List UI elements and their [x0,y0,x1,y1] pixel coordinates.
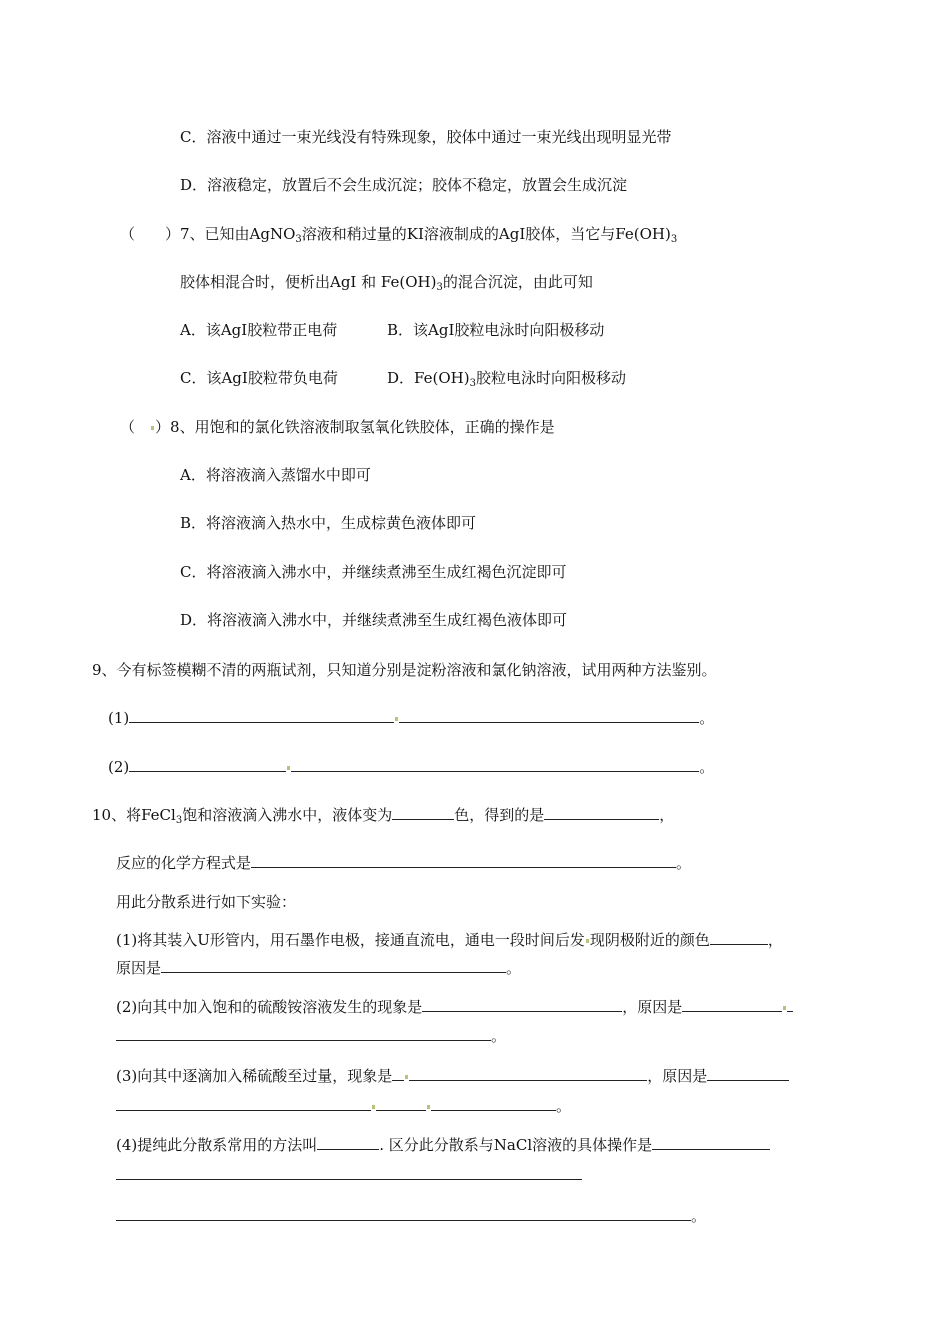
q10-part-3-continued [116,1096,571,1116]
speck-mark [151,426,154,430]
period: 。 [676,854,692,872]
q9-stem: 9、今有标签模糊不清的两瓶试剂，只知道分别是淀粉溶液和氯化钠溶液，试用两种方法鉴别。 [92,661,717,679]
q10-stem-text-a: 10、将FeCl [92,806,176,824]
q10-part-2-continued [116,1026,506,1046]
answer-blank[interactable] [707,1066,789,1081]
q9-answer-2 [108,757,714,777]
answer-blank[interactable] [710,930,768,945]
q9-item-2-label: (2) [108,758,130,776]
q10-equation-label: 反应的化学方程式是 [116,854,252,872]
subscript: 3 [175,815,183,826]
period: 。 [506,959,522,977]
q10-part-2 [116,997,793,1017]
answer-blank[interactable] [392,1066,404,1081]
answer-blank[interactable] [431,1096,556,1111]
subscript: 3 [670,234,678,245]
q7-option-a: A．该AgI胶粒带正电荷 [180,321,338,339]
q7-stem-text-a: 7、已知由AgNO [180,225,296,243]
q10-equation [116,853,691,873]
speck-mark [372,1105,375,1109]
q9-answer-1 [108,708,714,728]
q10-part-1-reason-label: 原因是 [116,959,162,977]
q7-option-b: B．该AgI胶粒电泳时向阳极移动 [387,321,605,339]
q10-part-1 [116,930,783,950]
product-blank[interactable] [544,805,659,820]
period: 。 [556,1097,572,1115]
q10-part-4-continued [116,1165,582,1185]
period: 。 [699,709,715,727]
answer-blank[interactable] [291,757,699,772]
subscript: 3 [469,378,476,389]
answer-blank[interactable] [652,1135,770,1150]
q10-stem-text-b: 饱和溶液滴入沸水中，液体变为 [182,806,393,824]
answer-blank[interactable] [682,997,782,1012]
q10-part-2-text-a: (2)向其中加入饱和的硫酸铵溶液发生的现象是 [116,998,423,1016]
q10-part-4-text-a: (4)提纯此分散系常用的方法叫 [116,1136,318,1154]
answer-paren-close: ） [155,418,171,436]
q10-stem-text-c: 色，得到的是 [454,806,545,824]
q8-option-a: A．将溶液滴入蒸馏水中即可 [180,466,371,484]
answer-blank[interactable] [399,708,699,723]
answer-blank[interactable] [116,1026,491,1041]
q10-part-2-text-b: ，原因是 [622,998,683,1016]
q10-part-4-final [116,1206,706,1226]
q7-option-d-text-a: D．Fe(OH) [387,369,470,387]
q8-option-c: C．将溶液滴入沸水中，并继续煮沸至生成红褐色沉淀即可 [180,563,567,581]
q7-stem [120,224,677,244]
q7-stem2-text-a: 胶体相混合时，便析出AgI 和 Fe(OH) [180,273,437,291]
answer-blank[interactable] [422,997,622,1012]
equation-blank[interactable] [251,853,676,868]
answer-paren: （ ） [120,225,181,243]
speck-mark [783,1006,786,1010]
subscript: 3 [295,234,302,245]
q7-option-c: C．该AgI胶粒带负电荷 [180,369,338,387]
q10-stem-text-d: ， [659,806,675,824]
q7-stem-continued [180,272,593,292]
q7-option-d-text-b: 胶粒电泳时向阳极移动 [475,369,626,387]
q10-part-1-text-b: 现阴极附近的颜色 [589,931,710,949]
answer-blank[interactable] [787,997,793,1012]
answer-blank[interactable] [409,1066,647,1081]
answer-paren-open: （ [120,418,151,436]
answer-blank[interactable] [161,958,506,973]
q10-intro: 用此分散系进行如下实验： [116,893,297,911]
method-blank[interactable] [317,1135,379,1150]
answer-blank[interactable] [376,1096,426,1111]
q8-stem [120,417,555,437]
q8-stem-text: 8、用饱和的氯化铁溶液制取氢氧化铁胶体，正确的操作是 [170,418,555,436]
speck-mark [427,1105,430,1109]
subscript: 3 [436,282,443,293]
q10-part-1-reason [116,958,521,978]
period: 。 [699,758,715,776]
q6-option-c: C．溶液中通过一束光线没有特殊现象，胶体中通过一束光线出现明显光带 [180,128,672,146]
speck-mark [405,1075,408,1079]
speck-mark [395,717,398,721]
speck-mark [586,939,589,943]
q8-option-d: D．将溶液滴入沸水中，并继续煮沸至生成红褐色液体即可 [180,611,568,629]
q9-item-1-label: (1) [108,709,130,727]
q10-part-1-text-c: ， [767,931,783,949]
q6-option-d: D．溶液稳定，放置后不会生成沉淀；胶体不稳定，放置会生成沉淀 [180,176,628,194]
q10-part-3 [116,1066,789,1086]
q7-option-d [387,368,626,388]
answer-blank[interactable] [116,1165,582,1180]
period: 。 [491,1027,507,1045]
answer-blank[interactable] [116,1096,371,1111]
answer-blank[interactable] [116,1206,691,1221]
q10-part-1-text-a: (1)将其装入U形管内，用石墨作电极，接通直流电，通电一段时间后发 [116,931,585,949]
speck-mark [287,766,290,770]
q10-part-3-text-b: ，原因是 [647,1067,708,1085]
period: 。 [691,1207,707,1225]
color-blank[interactable] [392,805,454,820]
q7-stem-text-b: 溶液和稍过量的KI溶液制成的AgI胶体，当它与Fe(OH) [301,225,671,243]
q8-option-b: B．将溶液滴入热水中，生成棕黄色液体即可 [180,514,477,532]
q10-part-4-text-b: . 区分此分散系与NaCl溶液的具体操作是 [379,1136,653,1154]
answer-blank[interactable] [129,757,286,772]
q10-stem [92,805,674,825]
q10-part-3-text-a: (3)向其中逐滴加入稀硫酸至过量，现象是 [116,1067,393,1085]
q10-part-4 [116,1135,770,1155]
q7-stem2-text-b: 的混合沉淀，由此可知 [442,273,593,291]
answer-blank[interactable] [129,708,394,723]
